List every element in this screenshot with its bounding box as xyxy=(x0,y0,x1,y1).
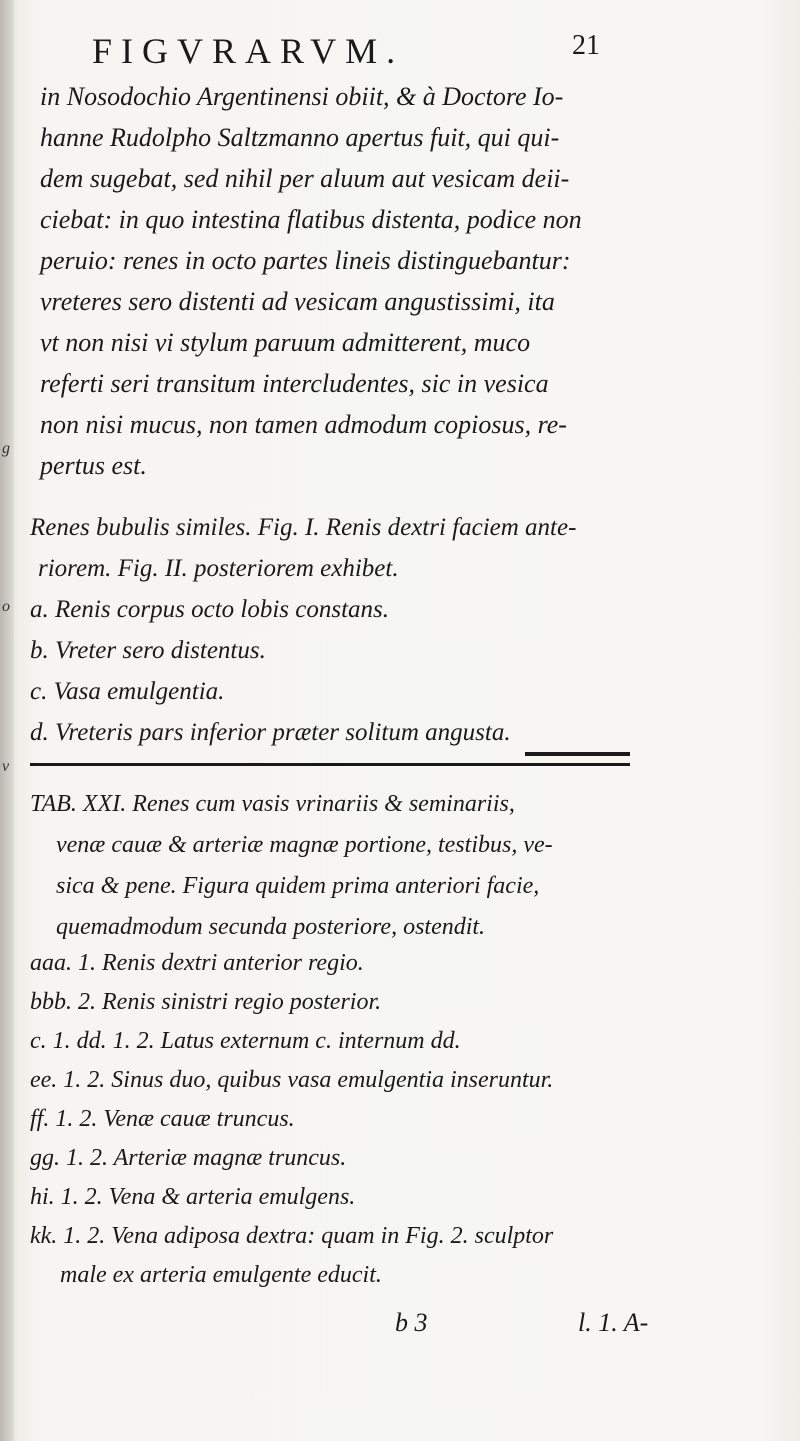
margin-fragment: g xyxy=(2,440,10,457)
text-line: vt non nisi vi stylum paruum admitterent, muco xyxy=(40,328,531,357)
legend-line: b. Vreter sero distentus. xyxy=(30,637,266,664)
text-line: referti seri transitum intercludentes, sic in vesica xyxy=(40,369,549,398)
section-rule xyxy=(30,763,630,766)
catchword: l. 1. A- xyxy=(578,1308,649,1337)
legend-line: c. Vasa emulgentia. xyxy=(30,678,225,705)
key-entry: hi. 1. 2. Vena & arteria emulgens. xyxy=(30,1184,356,1210)
text-line: ciebat: in quo intestina flatibus distenta, podice non xyxy=(40,205,582,234)
legend-line: a. Renis corpus octo lobis constans. xyxy=(30,596,390,623)
margin-fragment: o xyxy=(2,598,10,615)
text-line: hanne Rudolpho Saltzmanno apertus fuit, qui qui- xyxy=(40,123,560,152)
figure-key xyxy=(30,944,670,1295)
key-entry: aaa. 1. Renis dextri anterior regio. xyxy=(30,950,364,976)
text-line: non nisi mucus, non tamen admodum copiosus, re- xyxy=(40,410,567,439)
section-rule-accent xyxy=(525,752,630,756)
text-line: pertus est. xyxy=(40,451,147,480)
running-title: FIGVRARVM. xyxy=(92,31,405,71)
binding-gutter xyxy=(0,0,14,1441)
key-entry: male ex arteria emulgente educit. xyxy=(60,1262,382,1288)
key-entry: ee. 1. 2. Sinus duo, quibus vasa emulgentia inseruntur. xyxy=(30,1067,554,1093)
text-line: peruio: renes in octo partes lineis distinguebantur: xyxy=(40,246,571,275)
key-entry: gg. 1. 2. Arteriæ magnæ truncus. xyxy=(30,1145,347,1171)
legend-line: Renes bubulis similes. Fig. I. Renis dextri faciem ante- xyxy=(30,514,577,541)
legend-line: riorem. Fig. II. posteriorem exhibet. xyxy=(38,555,399,582)
key-entry: c. 1. dd. 1. 2. Latus externum c. internum dd. xyxy=(30,1028,461,1054)
text-line: dem sugebat, sed nihil per aluum aut vesicam deii- xyxy=(40,164,570,193)
text-line: in Nosodochio Argentinensi obiit, & à Doctore Io- xyxy=(40,82,564,111)
key-entry: kk. 1. 2. Vena adiposa dextra: quam in Fig. 2. sculptor xyxy=(30,1223,554,1249)
signature-mark: b 3 xyxy=(395,1308,428,1337)
caption-line: venæ cauæ & arteriæ magnæ portione, testibus, ve- xyxy=(56,832,553,858)
caption-line: TAB. XXI. Renes cum vasis vrinariis & seminariis, xyxy=(30,791,515,817)
legend-line: d. Vreteris pars inferior præter solitum angusta. xyxy=(30,719,511,746)
key-entry: bbb. 2. Renis sinistri regio posterior. xyxy=(30,989,382,1015)
figure-legend xyxy=(30,507,650,753)
text-line: vreteres sero distenti ad vesicam angustissimi, ita xyxy=(40,287,555,316)
key-entry: ff. 1. 2. Venæ cauæ truncus. xyxy=(30,1106,295,1132)
table-caption xyxy=(30,784,660,948)
margin-fragment: v xyxy=(2,758,10,775)
body-paragraph xyxy=(40,76,640,486)
page-number: 21 xyxy=(572,30,600,61)
caption-line: sica & pene. Figura quidem prima anteriori facie, xyxy=(56,873,540,899)
caption-line: quemadmodum secunda posteriore, ostendit. xyxy=(56,914,486,940)
